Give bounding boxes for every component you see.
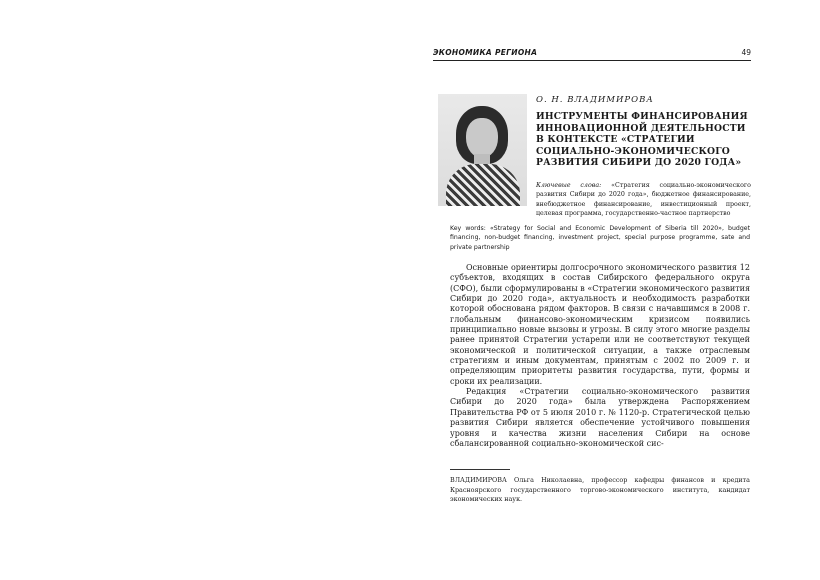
footnote-divider [450, 469, 510, 470]
running-header [433, 46, 751, 61]
title-line: В КОНТЕКСТЕ «СТРАТЕГИИ [536, 134, 695, 145]
portrait-face-shape [466, 118, 498, 158]
article-author: О. Н. ВЛАДИМИРОВА [536, 95, 654, 105]
author-photo [438, 94, 527, 206]
portrait-jacket-shape [446, 164, 520, 206]
page-number: 49 [741, 48, 751, 57]
body-paragraph: Редакция «Стратегии социально-экономического развития Сибири до 2020 года» была утверждена Распоряжением Правительства РФ от 5 июля 2010 г. № 1120-р. Стратегической целью развития Сибири является обеспечение устойчивого повышения уровня и качества жизни населения Сибири на основе сбалансированной социально-экономической сис- [450, 387, 750, 448]
title-line: СОЦИАЛЬНО-ЭКОНОМИЧЕСКОГО [536, 145, 730, 157]
article-body [450, 263, 750, 449]
author-footnote: ВЛАДИМИРОВА Ольга Николаевна, профессор кафедры финансов и кредита Красноярского государственного торгово-экономического института, кандидат экономических наук. [450, 476, 750, 504]
title-line: РАЗВИТИЯ СИБИРИ ДО 2020 ГОДА» [536, 157, 742, 168]
keywords-text: «Стратегия социально-экономического развития Сибири до 2020 года», бюджетное финансирование, внебюджетное финансирование, инвестиционный проект, целевая программа, государственно-частное партнерство [536, 182, 751, 218]
keywords-english: Key words: «Strategy for Social and Economic Development of Siberia till 2020», budget financing, non-budget financing, investment project, special purpose programme, sate and private partnership [450, 225, 750, 251]
article-title [536, 111, 750, 169]
journal-page [433, 40, 751, 560]
keywords-russian [536, 181, 751, 219]
journal-title: ЭКОНОМИКА РЕГИОНА [433, 48, 538, 57]
title-line: ИННОВАЦИОННОЙ ДЕЯТЕЛЬНОСТИ [536, 122, 746, 134]
keywords-label: Ключевые слова: [536, 182, 602, 189]
body-paragraph: Основные ориентиры долгосрочного экономического развития 12 субъектов, входящих в состав Сибирского федерального округа (СФО), были сформулированы в «Стратегии экономического развития Сибири до 2020 года», актуальность и необходимость разработки которой обоснована рядом факторов. В связи с начавшимся в 2008 г. глобальным финансово-экономическим кризисом появились принципиально новые вызовы и угрозы. В силу этого многие разделы ранее принятой Стратегии устарели или не соответствуют текущей экономической и политической ситуации, а также отраслевым стратегиям и иным документам, принятым с 2002 по 2009 г. и определяющим приоритеты развития государства, пути, формы и сроки их реализации. [450, 263, 750, 386]
title-line: ИНСТРУМЕНТЫ ФИНАНСИРОВАНИЯ [536, 111, 748, 122]
